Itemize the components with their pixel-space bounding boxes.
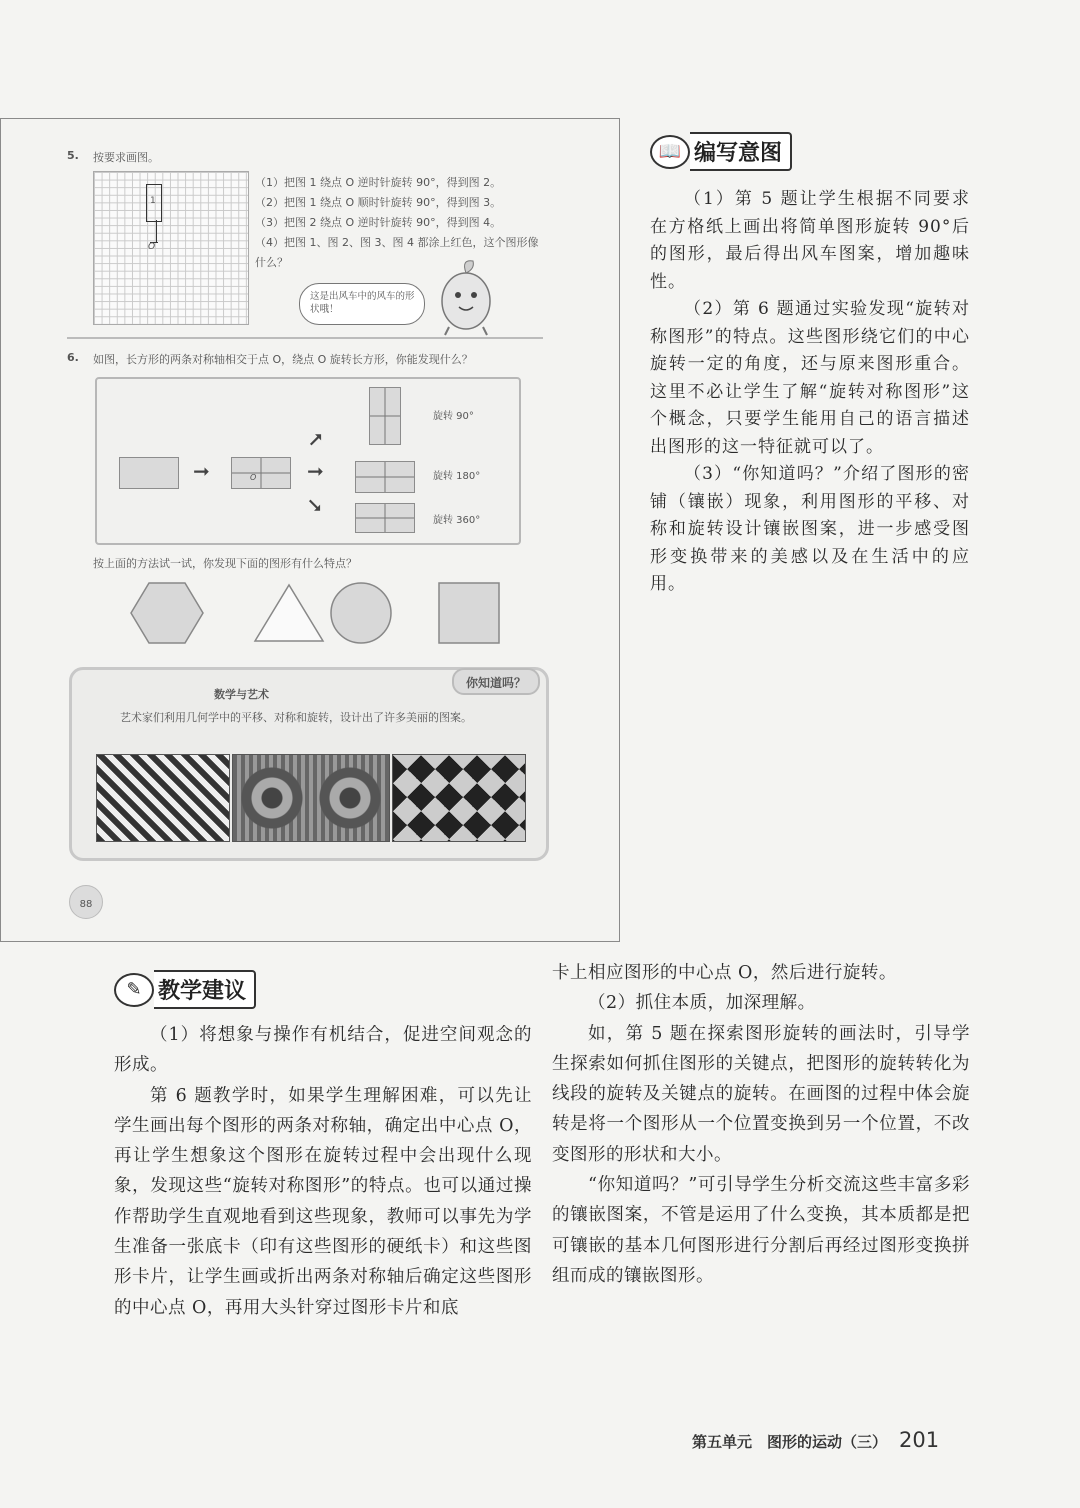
mascot-illustration (431, 257, 501, 337)
q5-prompt: 按要求画图。 (93, 151, 159, 164)
circle-shape (331, 583, 391, 643)
textbook-page-number: 88 (79, 899, 93, 910)
arrow-up-right-icon: ➞ (300, 424, 330, 454)
rectangle-rotated-360 (355, 503, 415, 533)
rotation-label-180: 旋转 180° (433, 471, 481, 482)
rectangle-rotated-180 (355, 461, 415, 493)
intent-paragraph: （1）第 5 题让学生根据不同要求在方格纸上画出将简单图形旋转 90°后的图形，最后得出风车图案，增加趣味性。 (650, 189, 970, 292)
tessellation-image-3 (392, 754, 526, 842)
teacher-icon: ✎ (114, 973, 154, 1007)
q5-speech-bubble (299, 283, 425, 325)
rectangle-rotated-90 (369, 387, 401, 445)
chapter-title: 第五单元 图形的运动（三） (692, 1433, 888, 1451)
q5-grid (93, 171, 249, 325)
page-footer (692, 1428, 939, 1452)
intent-title: 编写意图 (694, 141, 783, 166)
q5-point-o: O (148, 242, 156, 252)
tessellation-image-2 (232, 754, 390, 842)
suggestion-paragraph: 如，第 5 题在探索图形旋转的画法时，引导学生探索如何抓住图形的关键点，把图形的旋转转化为线段的旋转及关键点的旋转。在画图的过程中体会旋转是将一个图形从一个位置变换到另一个位置，不改变图形的形状和大小。 (552, 1023, 970, 1165)
rectangle-with-axes (231, 457, 291, 489)
suggestion-paragraph: 第 6 题教学时，如果学生理解困难，可以先让学生画出每个图形的两条对称轴，确定出中心点 O，再让学生想象这个图形在旋转过程中会出现什么现象，发现这些“旋转对称图形”的特点。也可以通过操作帮助学生直观地看到这些现象，教师可以事先为学生准备一张底卡（印有这些图形的硬纸卡）和这些图形卡片，让学生画或折出两条对称轴后确定这些图形的中心点 O，再用大头针穿过图形卡片和底 (114, 1085, 532, 1318)
q5-number: 5. (67, 149, 79, 162)
q5-steps (255, 173, 545, 273)
q6-try-prompt: 按上面的方法试一试，你发现下面的图形有什么特点？ (93, 557, 357, 570)
q6-prompt: 如图，长方形的两条对称轴相交于点 O，绕点 O 旋转长方形，你能发现什么？ (93, 353, 473, 366)
q5-step: （3）把图 2 绕点 O 逆时针旋转 90°，得到图 4。 (255, 216, 502, 229)
suggestion-paragraph: “你知道吗？”可引导学生分析交流这些丰富多彩的镶嵌图案，不管是运用了什么变换，其本质都是把可镶嵌的基本几何图形进行分割后再经过图形变换拼组而成的镶嵌图形。 (552, 1175, 970, 1286)
center-point-o: O (250, 473, 257, 482)
intent-heading (650, 132, 792, 171)
page-number-badge (69, 885, 103, 919)
intent-body (650, 186, 970, 599)
suggestions-title: 教学建议 (158, 979, 247, 1004)
q5-figure-label: 1 (150, 196, 156, 206)
triangle-shape (255, 585, 323, 641)
q6-number: 6. (67, 351, 79, 364)
rotation-label-360: 旋转 360° (433, 515, 481, 526)
info-text: 艺术家们利用几何学中的平移、对称和旋转，设计出了许多美丽的图案。 (120, 711, 472, 724)
did-you-know-badge-text: 你知道吗？ (465, 676, 526, 690)
suggestion-paragraph: （2）抓住本质，加深理解。 (588, 993, 816, 1014)
q5-speech-text: 这是出风车中的风车的形状哦！ (310, 291, 415, 315)
divider (67, 337, 543, 339)
intent-paragraph: （2）第 6 题通过实验发现“旋转对称图形”的特点。这些图形绕它们的中心旋转一定的角度，还与原来图形重合。这里不必让学生了解“旋转对称图形”这个概念，只要学生能用自己的语言描述出图形的这一特征就可以了。 (650, 299, 970, 457)
arrow-right-icon: ➞ (193, 459, 210, 483)
square-shape (439, 583, 499, 643)
shape-row (111, 579, 521, 649)
did-you-know-badge (452, 668, 540, 695)
q5-step: （2）把图 1 绕点 O 顺时针旋转 90°，得到图 3。 (255, 196, 502, 209)
q5-step: （4）把图 1、图 2、图 3、图 4 都涂上红色，这个图形像什么？ (255, 236, 539, 269)
book-icon: 📖 (650, 135, 690, 169)
rotation-label-90: 旋转 90° (433, 411, 474, 422)
q6-rotation-figure (95, 377, 521, 545)
tessellation-image-1 (96, 754, 230, 842)
suggestions-right-column (552, 958, 970, 1291)
info-title: 数学与艺术 (214, 688, 269, 701)
suggestions-title-bar (154, 970, 256, 1009)
suggestion-paragraph: 卡上相应图形的中心点 O，然后进行旋转。 (552, 963, 897, 983)
arrow-down-right-icon: ➞ (300, 490, 330, 520)
did-you-know-box (69, 667, 549, 861)
intent-paragraph: （3）“你知道吗？”介绍了图形的密铺（镶嵌）现象，利用图形的平移、对称和旋转设计镶嵌图案，进一步感受图形变换带来的美感以及在生活中的应用。 (650, 464, 970, 594)
suggestion-paragraph: （1）将想象与操作有机结合，促进空间观念的形成。 (114, 1025, 532, 1076)
rectangle-original (119, 457, 179, 489)
page-number: 201 (899, 1428, 940, 1452)
textbook-page (0, 118, 620, 942)
suggestions-heading (114, 970, 256, 1009)
q5-step: （1）把图 1 绕点 O 逆时针旋转 90°，得到图 2。 (255, 176, 502, 189)
suggestions-left-column (114, 1020, 532, 1323)
arrow-right-icon: ➞ (307, 459, 324, 483)
hexagon-shape (131, 583, 203, 643)
intent-title-bar (690, 132, 792, 171)
q5-figure-stem (156, 220, 157, 242)
